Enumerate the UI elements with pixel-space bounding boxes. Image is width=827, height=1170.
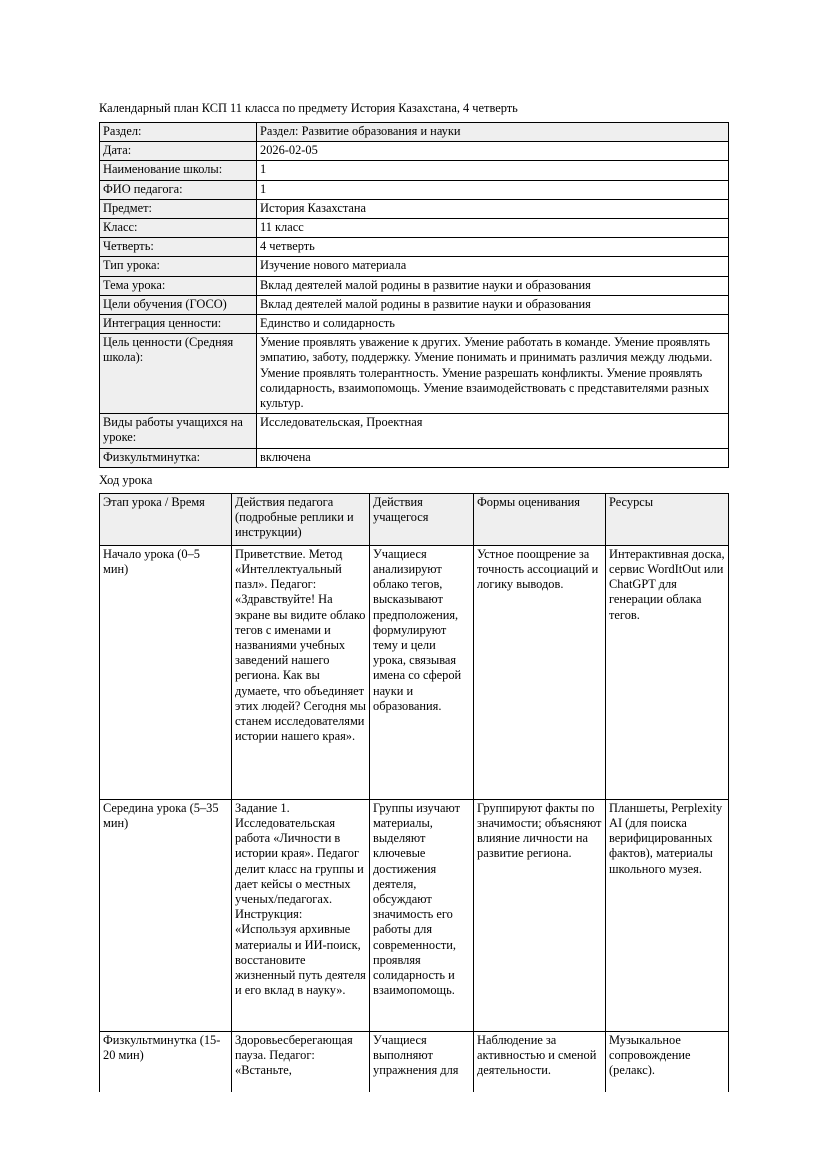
column-header-assessment: Формы оценивания [474,493,606,545]
table-row [100,414,729,448]
cell-stage: Середина урока (5–35 мин) [100,799,232,1031]
info-value: Умение проявлять уважение к других. Умение работать в команде. Умение проявлять эмпатию, заботу, поддержку. Умение понимать и принимать различия между людьми. Умение проявлять толерантность. Умение разрешать конфликты. Умение проявлять солидарность, взаимопомощь. Умение взаимодействовать с представителями разных культур. [257,334,729,414]
table-row [100,799,729,1031]
info-label: Тема урока: [100,276,257,295]
info-label: Виды работы учащихся на уроке: [100,414,257,448]
info-value: включена [257,448,729,467]
cell-assessment: Устное поощрение за точность ассоциаций и логику выводов. [474,545,606,799]
table-row [100,448,729,467]
table-row [100,142,729,161]
lesson-table-body [100,545,729,1105]
table-header-row [100,493,729,545]
table-row [100,276,729,295]
column-header-resources: Ресурсы [606,493,729,545]
cell-student-actions: Группы изучают материалы, выделяют ключевые достижения деятеля, обсуждают значимость его работы для современности, проявляя солидарность и взаимопомощь. [370,799,474,1031]
info-label: Раздел: [100,123,257,142]
info-value: Исследовательская, Проектная [257,414,729,448]
info-label: Цели обучения (ГОСО) [100,295,257,314]
info-label: Четверть: [100,238,257,257]
cell-resources: Интерактивная доска, сервис WordItOut или ChatGPT для генерации облака тегов. [606,545,729,799]
cell-teacher-actions: Здоровьесберегающая пауза. Педагог: «Встаньте, [232,1031,370,1105]
info-label: Класс: [100,219,257,238]
table-row [100,334,729,414]
info-value: История Казахстана [257,199,729,218]
cell-teacher-actions: Приветствие. Метод «Интеллектуальный пазл». Педагог: «Здравствуйте! На экране вы видите облако тегов с именами и названиями учебных заведений нашего региона. Как вы думаете, что объединяет этих людей? Сегодня мы станем исследователями истории нашего края». [232,545,370,799]
table-row [100,199,729,218]
table-row [100,219,729,238]
info-label: ФИО педагога: [100,180,257,199]
table-row [100,161,729,180]
lesson-flow-table [99,493,729,1106]
info-label: Цель ценности (Средняя школа): [100,334,257,414]
page-bottom-margin [0,1092,827,1170]
info-value: 1 [257,161,729,180]
info-label: Интеграция ценности: [100,315,257,334]
section-heading-lesson-flow: Ход урока [99,472,153,487]
info-label: Наименование школы: [100,161,257,180]
info-value: Единство и солидарность [257,315,729,334]
table-row [100,315,729,334]
info-label: Дата: [100,142,257,161]
page-title: Календарный план КСП 11 класса по предмету История Казахстана, 4 четверть [99,101,518,115]
info-value: 11 класс [257,219,729,238]
column-header-teacher-actions: Действия педагога (подробные реплики и инструкции) [232,493,370,545]
info-value: 2026-02-05 [257,142,729,161]
info-label: Тип урока: [100,257,257,276]
cell-assessment: Группируют факты по значимости; объясняют влияние личности на развитие региона. [474,799,606,1031]
cell-student-actions: Учащиеся анализируют облако тегов, высказывают предположения, формулируют тему и цели урока, связывая имена со сферой науки и образования. [370,545,474,799]
info-label: Предмет: [100,199,257,218]
info-value: Изучение нового материала [257,257,729,276]
table-row [100,257,729,276]
table-row [100,295,729,314]
lesson-info-table [99,122,729,468]
cell-stage: Физкультминутка (15-20 мин) [100,1031,232,1105]
info-value: Раздел: Развитие образования и науки [257,123,729,142]
table-row [100,545,729,799]
info-value: Вклад деятелей малой родины в развитие науки и образования [257,276,729,295]
cell-teacher-actions: Задание 1. Исследовательская работа «Личности в истории края». Педагог делит класс на группы и дает кейсы о местных ученых/педагогах. Инструкция: «Используя архивные материалы и ИИ-поиск, восстановите жизненный путь деятеля и его вклад в науку». [232,799,370,1031]
info-table-body [100,123,729,468]
info-value: 1 [257,180,729,199]
cell-stage: Начало урока (0–5 мин) [100,545,232,799]
table-row [100,123,729,142]
cell-student-actions: Учащиеся выполняют упражнения для [370,1031,474,1105]
cell-resources: Музыкальное сопровождение (релакс). [606,1031,729,1105]
column-header-stage: Этап урока / Время [100,493,232,545]
cell-assessment: Наблюдение за активностью и сменой деятельности. [474,1031,606,1105]
lesson-table-header [100,493,729,545]
column-header-student-actions: Действия учащегося [370,493,474,545]
cell-resources: Планшеты, Perplexity AI (для поиска верифицированных фактов), материалы школьного музея. [606,799,729,1031]
table-row [100,180,729,199]
info-value: 4 четверть [257,238,729,257]
table-row [100,238,729,257]
info-label: Физкультминутка: [100,448,257,467]
info-value: Вклад деятелей малой родины в развитие науки и образования [257,295,729,314]
